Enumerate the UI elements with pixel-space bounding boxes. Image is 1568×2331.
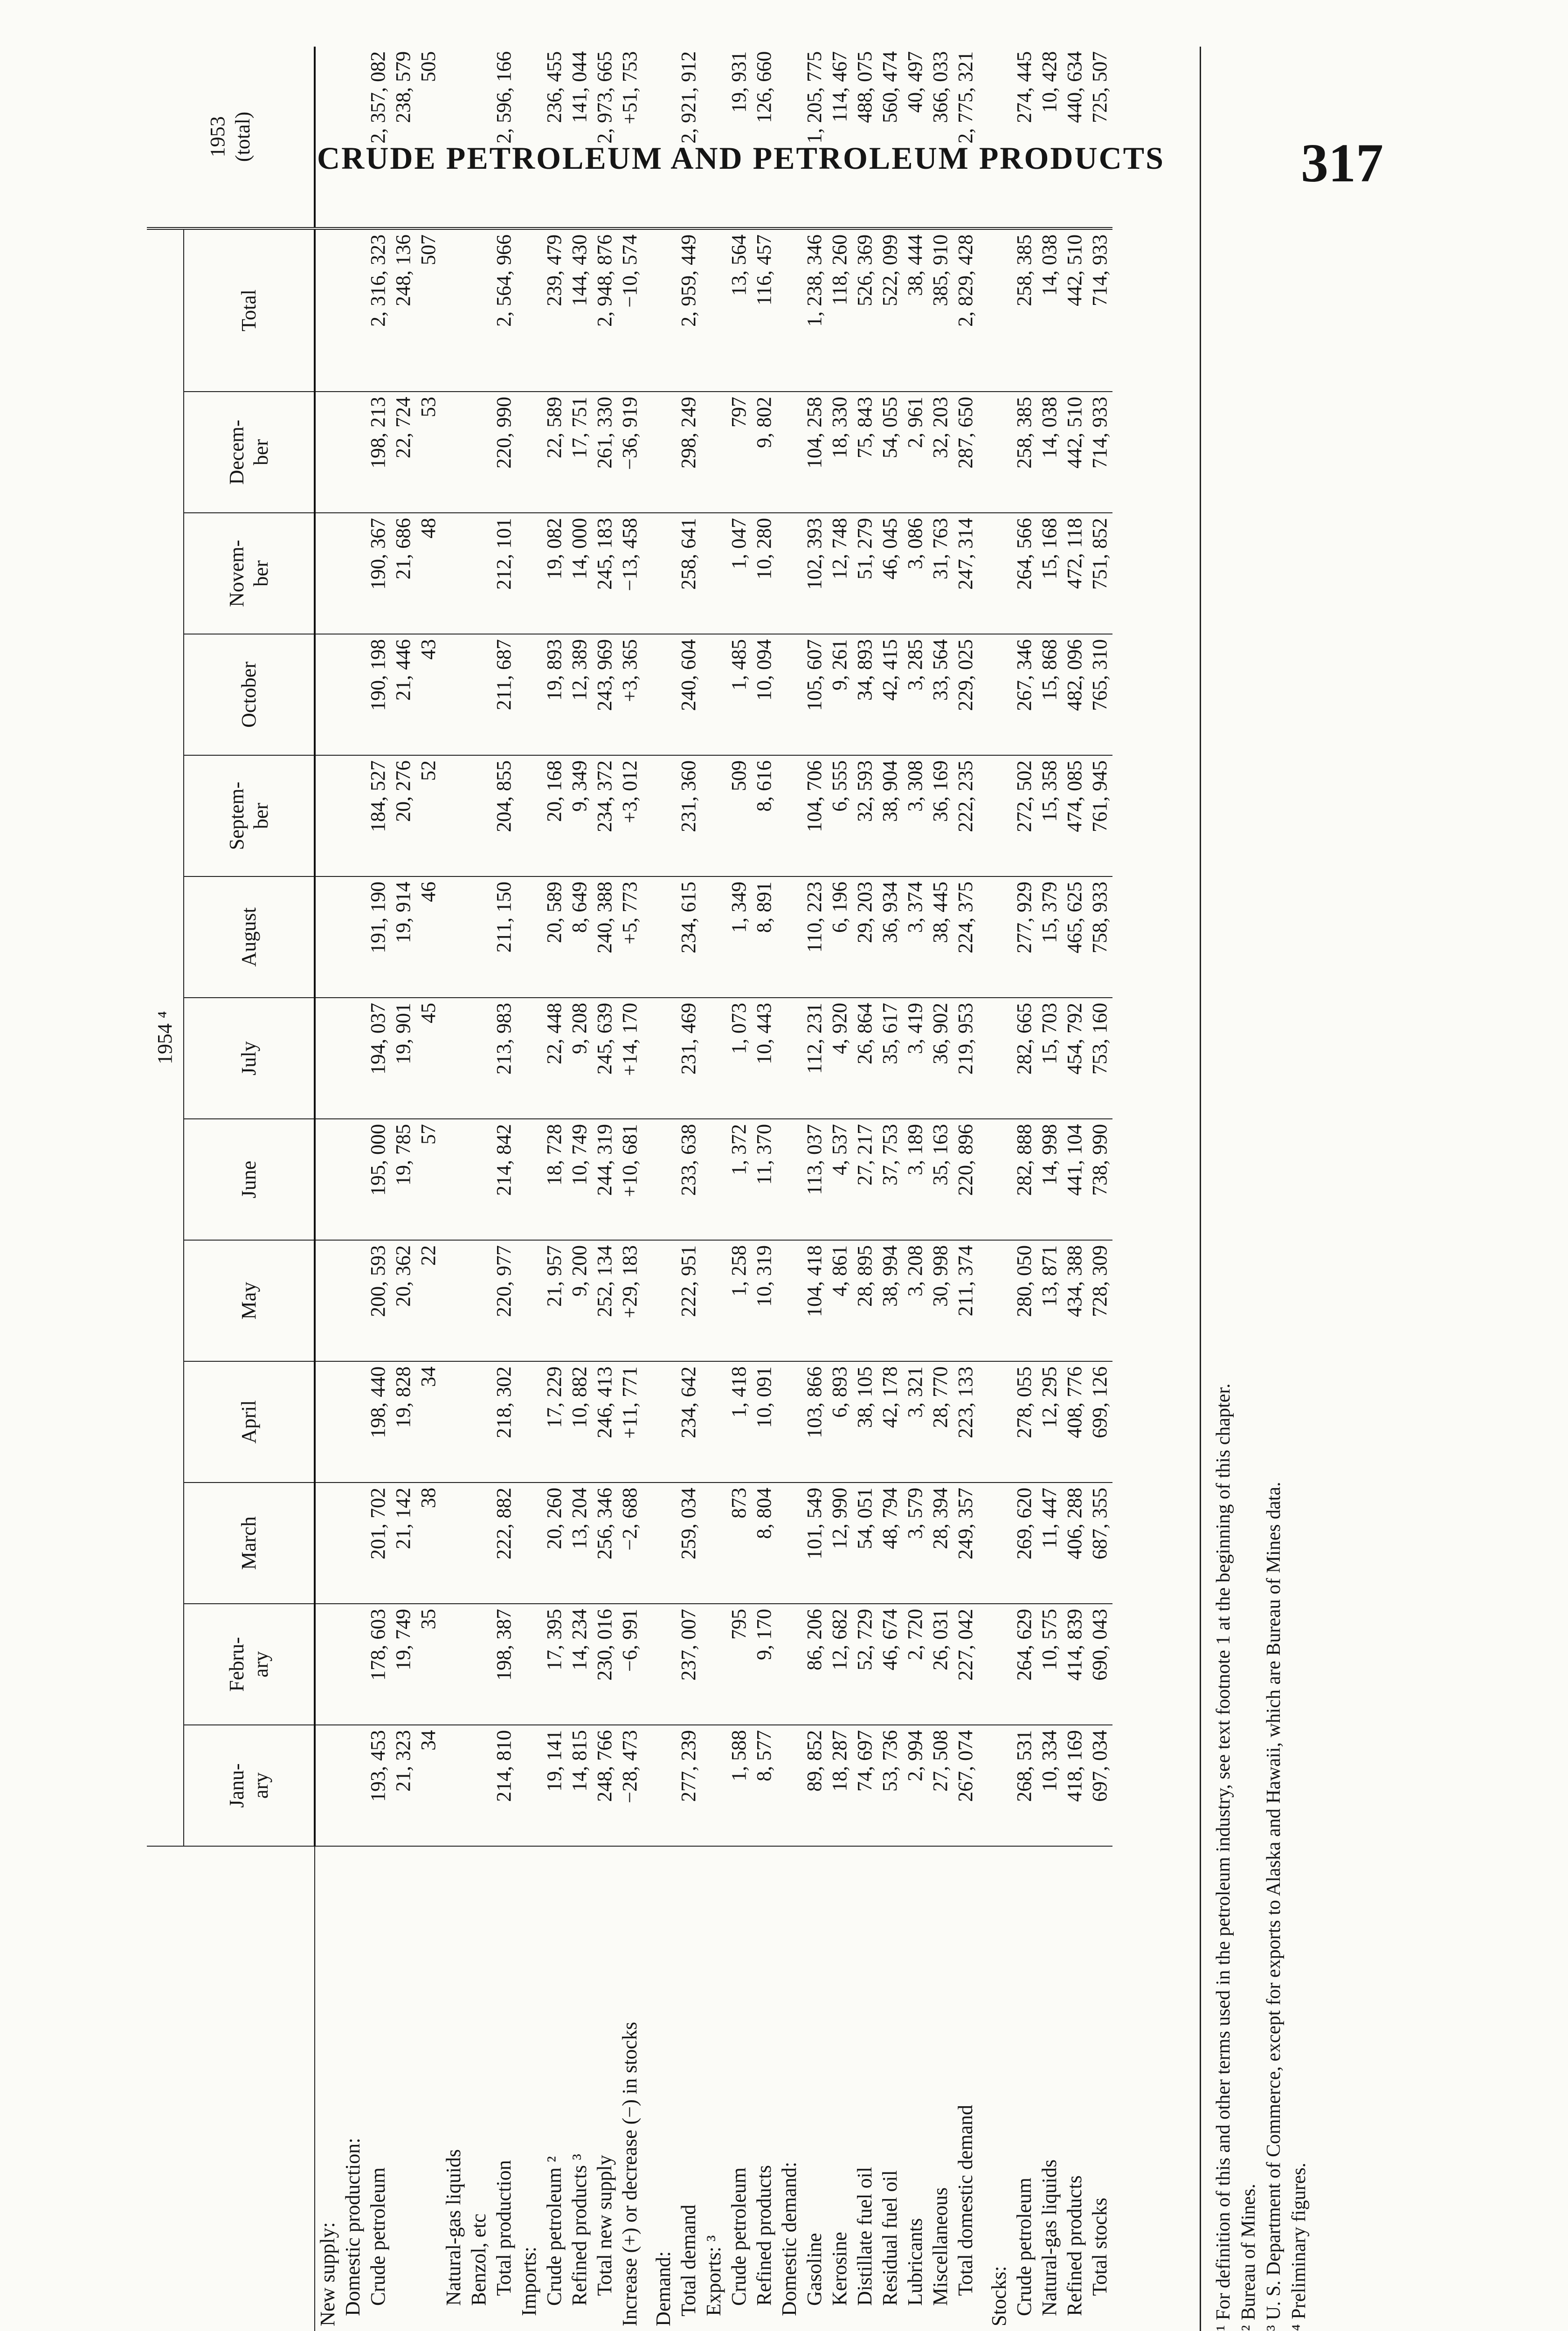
table-cell: 277, 239 [676,1725,701,1846]
table-cell [441,1604,466,1725]
header-1953-total: 1953 (total) [147,47,315,228]
running-head: CRUDE PETROLEUM AND PETROLEUM PRODUCTS [317,140,1165,176]
table-cell [441,47,466,228]
table-cell [441,1483,466,1604]
table-cell [642,47,676,228]
header-month: Febru- ary [184,1604,315,1725]
table-cell: 728, 309 [1087,1240,1112,1361]
table-cell [466,1483,491,1604]
row-label: Total new supply Increase (+) or decrease (−) in stocks [593,2021,641,2326]
table-cell: 687, 355 [1087,1483,1112,1604]
table-cell: 1, 047 10, 280 [701,513,777,634]
table-cell [466,1119,491,1240]
row-label: Domestic production: [341,2138,364,2326]
table-cell: 264, 566 15, 168 472, 118 [978,513,1087,634]
table-cell [642,392,676,513]
table-cell: 697, 034 [1087,1725,1112,1846]
table-cell: 258, 385 14, 038 442, 510 [978,228,1087,392]
table-cell [340,228,366,392]
table-cell: 22, 589 17, 751 [542,392,592,513]
table-cell: 220, 896 [953,1119,978,1240]
header-month: April [184,1361,315,1483]
table-cell [315,755,340,876]
header-month: October [184,634,315,755]
table-cell [466,755,491,876]
table-cell: 101, 549 12, 990 54, 051 48, 794 3, 579 28, 394 [777,1483,953,1604]
table-cell: 103, 866 6, 893 38, 105 42, 178 3, 321 28, 770 [777,1361,953,1483]
table-cell [517,1240,542,1361]
table-cell: 2, 973, 665 +51, 753 [592,47,642,228]
table-cell: 230, 016 −6, 991 [592,1604,642,1725]
stub-header [147,1846,315,2331]
table-cell: 247, 314 [953,513,978,634]
table-cell [315,392,340,513]
table-cell: 758, 933 [1087,876,1112,998]
table-cell [642,228,676,392]
table-cell: 1, 485 10, 094 [701,634,777,755]
table-cell: 104, 418 4, 861 28, 895 38, 994 3, 208 30, 998 [777,1240,953,1361]
row-label: Crude petroleum ² Refined products ³ [543,2153,591,2306]
table-cell: 214, 842 [491,1119,517,1240]
table-cell: 236, 455 141, 044 [542,47,592,228]
table-row [1087,47,1112,2331]
table-cell: 1, 258 10, 319 [701,1240,777,1361]
table-row [542,47,592,2331]
table-cell: 20, 260 13, 204 [542,1483,592,1604]
table-cell: 184, 527 20, 276 52 [366,755,441,876]
table-cell [340,998,366,1119]
table-cell: 2, 959, 449 [676,228,701,392]
header-month: July [184,998,315,1119]
table-cell [517,998,542,1119]
table-cell: 252, 134 +29, 183 [592,1240,642,1361]
table-cell: 873 8, 804 [701,1483,777,1604]
table-cell: 2, 596, 166 [491,47,517,228]
table-row [491,47,517,2331]
table-cell [642,876,676,998]
table-cell: 795 9, 170 [701,1604,777,1725]
table-cell: 2, 921, 912 [676,47,701,228]
table-cell: 222, 235 [953,755,978,876]
header-month: Septem- ber [184,755,315,876]
table-cell: 245, 639 +14, 170 [592,998,642,1119]
table-row [642,47,676,2331]
table-cell: 267, 074 [953,1725,978,1846]
table-cell [642,1725,676,1846]
table-cell: 2, 948, 876 −10, 574 [592,228,642,392]
table-cell [517,755,542,876]
table-cell: 761, 945 [1087,755,1112,876]
table-cell [340,1604,366,1725]
table-cell [441,1361,466,1483]
table-cell [466,998,491,1119]
petroleum-supply-demand-table [147,47,1112,2331]
table-row [466,47,491,2331]
table-cell: 17, 395 14, 234 [542,1604,592,1725]
table-cell [441,1119,466,1240]
table-row [517,47,542,2331]
table-cell [642,1604,676,1725]
table-cell: 765, 310 [1087,634,1112,755]
table-cell: 234, 615 [676,876,701,998]
table-row [592,47,642,2331]
table-cell [642,1240,676,1361]
table-cell [315,228,340,392]
table-cell: 249, 357 [953,1483,978,1604]
table-cell [517,876,542,998]
row-label: Stocks: Crude petroleum Natural-gas liquids Refined products [988,2159,1086,2326]
table-cell: 195, 000 19, 785 57 [366,1119,441,1240]
table-cell: 213, 983 [491,998,517,1119]
table-cell: 223, 133 [953,1361,978,1483]
header-total-1954: Total [184,228,315,392]
table-cell [315,634,340,755]
table-cell: 237, 007 [676,1604,701,1725]
table-cell: 212, 101 [491,513,517,634]
table-row [366,47,441,2331]
rotated-table-block [147,47,1310,2331]
header-month: Novem- ber [184,513,315,634]
table-cell: 211, 687 [491,634,517,755]
table-cell [517,1119,542,1240]
table-cell: 725, 507 [1087,47,1112,228]
table-cell: 19, 141 14, 815 [542,1725,592,1846]
table-cell [315,876,340,998]
table-cell: 246, 413 +11, 771 [592,1361,642,1483]
table-cell: 699, 126 [1087,1361,1112,1483]
table-cell: 198, 213 22, 724 53 [366,392,441,513]
table-cell [315,513,340,634]
table-cell: 274, 445 10, 428 440, 634 [978,47,1087,228]
row-label: Total stocks [1088,2198,1111,2326]
table-cell: 231, 469 [676,998,701,1119]
row-label: Natural-gas liquids [442,2149,465,2326]
table-cell [466,1361,491,1483]
table-cell: 258, 385 14, 038 442, 510 [978,392,1087,513]
table-cell: 86, 206 12, 682 52, 729 46, 674 2, 720 26, 031 [777,1604,953,1725]
table-cell: 2, 316, 323 248, 136 507 [366,228,441,392]
table-cell: 240, 388 +5, 773 [592,876,642,998]
table-cell: 1, 349 8, 891 [701,876,777,998]
table-cell: 1, 588 8, 577 [701,1725,777,1846]
table-cell [642,755,676,876]
table-cell: 18, 728 10, 749 [542,1119,592,1240]
table-cell: 214, 810 [491,1725,517,1846]
table-cell [466,1240,491,1361]
table-cell [517,392,542,513]
table-cell: 259, 034 [676,1483,701,1604]
table-cell: 17, 229 10, 882 [542,1361,592,1483]
table-cell: 714, 933 [1087,228,1112,392]
table-cell: 198, 440 19, 828 34 [366,1361,441,1483]
header-month: Decem- ber [184,392,315,513]
table-cell: 248, 766 −28, 473 [592,1725,642,1846]
table-row [777,47,953,2331]
table-cell: 298, 249 [676,392,701,513]
table-cell: 19, 082 14, 000 [542,513,592,634]
table-cell: 113, 037 4, 537 27, 217 37, 753 3, 189 35, 163 [777,1119,953,1240]
table-cell: 190, 367 21, 686 48 [366,513,441,634]
table-cell: 22, 448 9, 208 [542,998,592,1119]
table-cell [517,47,542,228]
footnote: ³ U. S. Department of Commerce, except for exports to Alaska and Hawaii, which are Bureau of Mines data. [1263,1482,1285,2331]
row-label: Benzol, etc [467,2214,490,2326]
table-cell [441,634,466,755]
table-cell [466,513,491,634]
table-cell: 245, 183 −13, 458 [592,513,642,634]
row-label: Imports: [518,2246,540,2326]
table-cell [340,1119,366,1240]
table-cell [517,228,542,392]
table-cell: 277, 929 15, 379 465, 625 [978,876,1087,998]
table-row [315,47,340,2331]
table-cell: 282, 888 14, 998 441, 104 [978,1119,1087,1240]
table-cell: 256, 346 −2, 688 [592,1483,642,1604]
table-cell [340,876,366,998]
table-cell: 272, 502 15, 358 474, 085 [978,755,1087,876]
table-cell: 261, 330 −36, 919 [592,392,642,513]
table-cell: 229, 025 [953,634,978,755]
table-cell: 200, 593 20, 362 22 [366,1240,441,1361]
table-cell: 280, 050 13, 871 434, 388 [978,1240,1087,1361]
table-cell [340,392,366,513]
table-cell [466,392,491,513]
table-row [676,47,701,2331]
table-cell: 19, 931 126, 660 [701,47,777,228]
row-label: New supply: [316,2222,339,2326]
table-cell: 89, 852 18, 287 74, 697 53, 736 2, 994 27, 508 [777,1725,953,1846]
row-label: Exports: ³ Crude petroleum Refined products [702,2165,775,2316]
table-cell [517,634,542,755]
table-cell: 191, 190 19, 914 46 [366,876,441,998]
table-cell: 104, 706 6, 555 32, 593 38, 904 3, 308 36, 169 [777,755,953,876]
table-cell [340,1483,366,1604]
row-label: Total demand [677,2204,700,2326]
table-cell: 220, 990 [491,392,517,513]
table-cell [642,1361,676,1483]
footnote: ² Bureau of Mines. [1238,2184,1259,2331]
table-cell: 234, 372 +3, 012 [592,755,642,876]
table-cell: 1, 418 10, 091 [701,1361,777,1483]
table-cell [466,228,491,392]
header-month: August [184,876,315,998]
table-cell: 243, 969 +3, 365 [592,634,642,755]
table-cell: 13, 564 116, 457 [701,228,777,392]
page-number: 317 [1301,132,1383,193]
row-label: Demand: [652,2251,675,2326]
table-cell: 1, 238, 346 118, 260 526, 369 522, 099 38, 444 385, 910 [777,228,953,392]
table-cell [340,47,366,228]
table-cell: 234, 642 [676,1361,701,1483]
table-cell: 2, 564, 966 [491,228,517,392]
footnote: ¹ For definition of this and other terms used in the petroleum industry, see text footnote 1 at the beginning of this chapter. [1213,1383,1234,2331]
table-cell: 278, 055 12, 295 408, 776 [978,1361,1087,1483]
table-cell: 797 9, 802 [701,392,777,513]
table-cell [340,755,366,876]
table-cell [315,998,340,1119]
table-cell: 1, 205, 775 114, 467 488, 075 560, 474 40, 497 366, 033 [777,47,953,228]
table-row [953,47,978,2331]
table-row [978,47,1087,2331]
header-month: Janu- ary [184,1725,315,1846]
table-cell: 222, 951 [676,1240,701,1361]
table-cell: 1, 073 10, 443 [701,998,777,1119]
table-cell: 509 8, 616 [701,755,777,876]
table-cell: 239, 479 144, 430 [542,228,592,392]
table-cell: 194, 037 19, 901 45 [366,998,441,1119]
row-label: Total domestic demand [954,2104,977,2326]
footnote: ⁴ Preliminary figures. [1288,2162,1310,2331]
table-cell: 211, 374 [953,1240,978,1361]
table-cell: 105, 607 9, 261 34, 893 42, 415 3, 285 33, 564 [777,634,953,755]
table-cell: 753, 160 [1087,998,1112,1119]
table-cell: 233, 638 [676,1119,701,1240]
table-cell [315,1240,340,1361]
table-cell [441,755,466,876]
table-cell [441,513,466,634]
table-row [441,47,466,2331]
row-label: Total production [492,2160,515,2326]
table-cell [340,513,366,634]
table-cell: 268, 531 10, 334 418, 169 [978,1725,1087,1846]
table-cell: 204, 855 [491,755,517,876]
table-cell: 287, 650 [953,392,978,513]
table-cell [441,1725,466,1846]
table-cell [315,1361,340,1483]
header-month: March [184,1483,315,1604]
table-cell [642,513,676,634]
table-cell: 240, 604 [676,634,701,755]
table-cell [466,634,491,755]
table-cell [517,1604,542,1725]
table-bottom-rule [1200,47,1201,2331]
table-cell: 211, 150 [491,876,517,998]
table-cell: 227, 042 [953,1604,978,1725]
table-cell: 224, 375 [953,876,978,998]
table-cell: 267, 346 15, 868 482, 096 [978,634,1087,755]
table-cell [315,1725,340,1846]
table-cell: 269, 620 11, 447 406, 288 [978,1483,1087,1604]
table-cell [466,47,491,228]
table-cell [642,1119,676,1240]
table-cell: 178, 603 19, 749 35 [366,1604,441,1725]
table-cell [517,513,542,634]
table-cell: 198, 387 [491,1604,517,1725]
table-cell [315,1604,340,1725]
table-cell [441,392,466,513]
table-cell: 220, 977 [491,1240,517,1361]
table-cell: 21, 957 9, 200 [542,1240,592,1361]
table-cell [315,1483,340,1604]
table-cell: 201, 702 21, 142 38 [366,1483,441,1604]
table-row [701,47,777,2331]
table-cell: 112, 231 4, 920 26, 864 35, 617 3, 419 36, 902 [777,998,953,1119]
table-cell: 738, 990 [1087,1119,1112,1240]
table-cell: 2, 357, 082 238, 579 505 [366,47,441,228]
table-body [315,47,1112,2331]
table-cell: 20, 168 9, 349 [542,755,592,876]
table-cell: 219, 953 [953,998,978,1119]
table-cell: 20, 589 8, 649 [542,876,592,998]
header-month: June [184,1119,315,1240]
table-cell: 110, 223 6, 196 29, 203 36, 934 3, 374 38, 445 [777,876,953,998]
table-cell: 19, 893 12, 389 [542,634,592,755]
table-cell: 218, 302 [491,1361,517,1483]
row-label: Domestic demand: Gasoline Kerosine Distillate fuel oil Residual fuel oil Lubricants Miscellaneous [778,2161,952,2316]
table-cell [466,1604,491,1725]
table-cell: 690, 043 [1087,1604,1112,1725]
table-cell: 258, 641 [676,513,701,634]
table-cell [340,1240,366,1361]
table-cell: 222, 882 [491,1483,517,1604]
table-cell [340,634,366,755]
table-cell: 102, 393 12, 748 51, 279 46, 045 3, 086 31, 763 [777,513,953,634]
table-cell: 190, 198 21, 446 43 [366,634,441,755]
table-cell: 2, 829, 428 [953,228,978,392]
table-cell: 231, 360 [676,755,701,876]
table-header-group-row [147,47,184,2331]
table-cell [517,1483,542,1604]
header-month: May [184,1240,315,1361]
table-cell [340,1725,366,1846]
table-cell [441,228,466,392]
table-cell: 264, 629 10, 575 414, 839 [978,1604,1087,1725]
table-row [340,47,366,2331]
table-cell: 104, 258 18, 330 75, 843 54, 055 2, 961 32, 203 [777,392,953,513]
row-label: Crude petroleum [366,2167,389,2326]
table-cell: 193, 453 21, 323 34 [366,1725,441,1846]
table-cell [340,1361,366,1483]
table-cell [441,876,466,998]
table-cell [315,47,340,228]
table-cell: 2, 775, 321 [953,47,978,228]
table-cell [441,1240,466,1361]
table-cell [642,634,676,755]
table-cell: 714, 933 [1087,392,1112,513]
table-cell: 751, 852 [1087,513,1112,634]
table-cell [517,1361,542,1483]
table-cell: 282, 665 15, 703 454, 792 [978,998,1087,1119]
footnotes [1211,47,1312,2331]
table-cell [315,1119,340,1240]
table-cell [642,998,676,1119]
table-cell [466,876,491,998]
table-cell: 1, 372 11, 370 [701,1119,777,1240]
table-cell [642,1483,676,1604]
table-cell [517,1725,542,1846]
table-cell: 244, 319 +10, 681 [592,1119,642,1240]
header-1954: 1954 ⁴ [147,228,184,1846]
table-cell [441,998,466,1119]
table-cell [466,1725,491,1846]
